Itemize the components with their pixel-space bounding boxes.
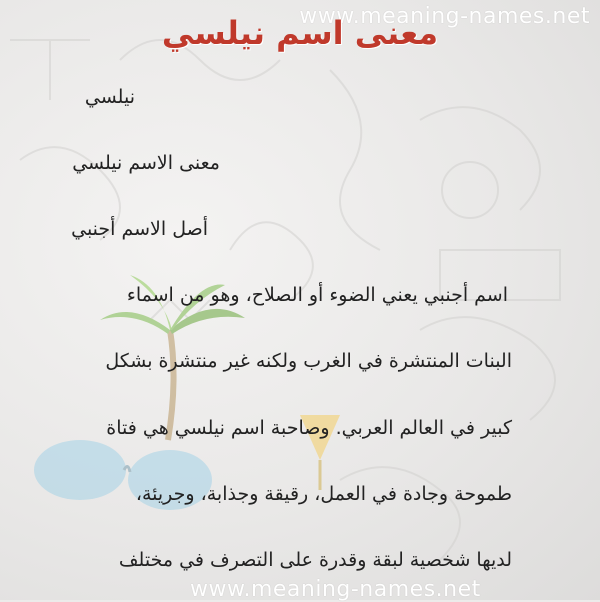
paragraph-line: لديها شخصية لبقة وقدرة على التصرف في مختلف <box>118 549 512 571</box>
paragraph-line: كبير في العالم العربي. وصاحبة اسم نيلسي هي فتاة <box>106 417 512 439</box>
page-title: معنى اسم نيلسي <box>161 14 439 52</box>
site-watermark-bottom: www.meaning-names.net <box>190 577 481 602</box>
doodle-stroke <box>420 107 540 210</box>
paragraph-line: البنات المنتشرة في الغرب ولكنه غير منتشرة بشكل <box>105 350 512 372</box>
doodle-stroke <box>442 162 498 218</box>
paragraph-line: طموحة وجادة في العمل، رقيقة وجذابة، وجريئة، <box>135 483 512 505</box>
name-line: نيلسي <box>84 86 135 108</box>
doodle-stroke <box>330 70 380 250</box>
meaning-heading-line: معنى الاسم نيلسي <box>72 152 220 174</box>
origin-line: أصل الاسم أجنبي <box>71 218 208 240</box>
paragraph-line: اسم أجنبي يعني الضوء أو الصلاح، وهو من اسماء <box>126 284 508 306</box>
site-watermark-top: www.meaning-names.net <box>299 4 590 29</box>
doodle-stroke <box>340 467 460 560</box>
